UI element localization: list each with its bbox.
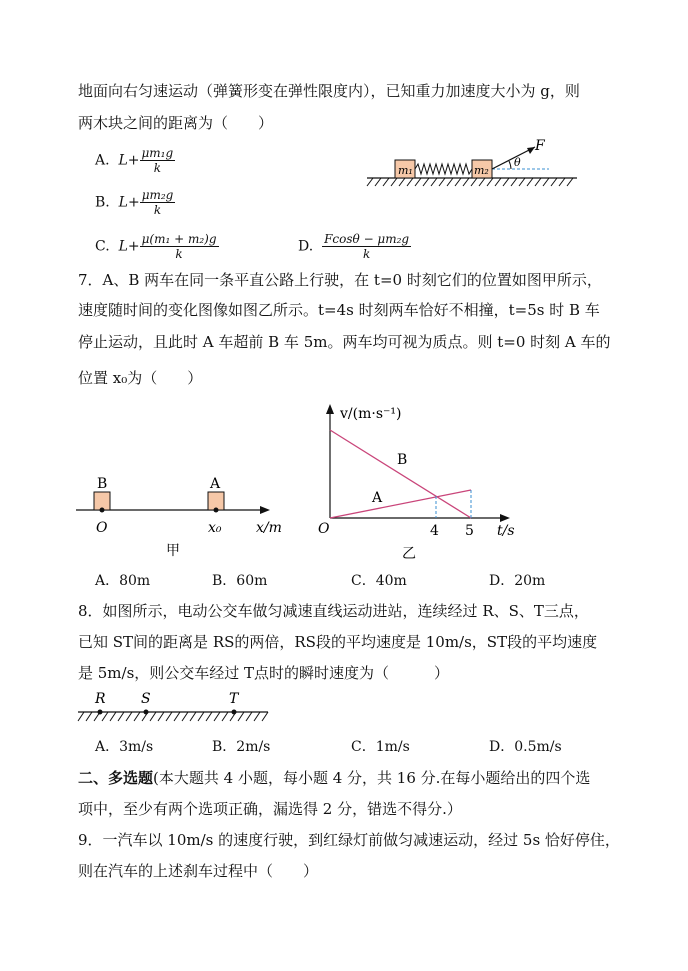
y-axis-label: v/(m·s⁻¹) (340, 406, 402, 422)
section2-desc1: (本大题共 4 小题，每小题 4 分，共 16 分.在每小题给出的四个选 (153, 769, 591, 787)
q7-line3: 停止运动，且此时 A 车超前 B 车 5m。两车均可视为质点。则 t=0 时刻 A 车的 (78, 333, 611, 351)
force-label: F (535, 138, 545, 154)
q6-figure (365, 138, 585, 188)
caption-yi: 乙 (402, 546, 416, 562)
caption-jia: 甲 (166, 543, 180, 559)
q9-line1: 9．一汽车以 10m/s 的速度行驶，到红绿灯前做匀减速运动，经过 5s 恰好停住， (78, 831, 620, 849)
graph-origin: O (318, 521, 330, 537)
car-b-label: B (97, 476, 108, 492)
section2-header (78, 768, 590, 788)
q7-line2: 速度随时间的变化图像如图乙所示。t=4s 时刻两车恰好不相撞，t=5s 时 B 车 (78, 301, 600, 319)
q8-option-d: D．0.5m/s (489, 739, 562, 755)
q8-option-a: A．3m/s (95, 739, 154, 755)
t-axis-label: t/s (497, 523, 515, 539)
q6-option-c: C. L+ $\frac{\text{μ(m₁ + m₂)g}}{k}$ (95, 232, 217, 261)
q6-option-d: D. $\frac{\text{Fcosθ − μm₂g}}{k}$ (298, 232, 410, 261)
line-b (330, 430, 471, 518)
point-r (98, 710, 103, 715)
origin-label: O (96, 520, 108, 536)
tick-5: 5 (465, 523, 474, 539)
block-m1-label: m₁ (398, 164, 413, 177)
car-b (94, 492, 110, 510)
series-b-label: B (397, 452, 408, 468)
q7-option-a: A．80m (95, 573, 151, 589)
q7-option-b: B．60m (212, 573, 268, 589)
q8-option-b: B．2m/s (212, 739, 271, 755)
x0-label: x₀ (208, 520, 222, 536)
q9-line2: 则在汽车的上述刹车过程中（ ） (78, 862, 319, 880)
q6-stem-line2: 两木块之间的距离为（ ） (78, 114, 274, 132)
car-a (208, 492, 224, 510)
q7-option-c: C．40m (351, 573, 407, 589)
q6-option-a: A. L+ $\frac{\text{μm₁g}}{k}$ (95, 146, 174, 175)
car-a-label: A (210, 476, 221, 492)
q7-option-d: D．20m (489, 573, 546, 589)
point-t-label: T (229, 691, 239, 707)
section2-desc2: 项中，至少有两个选项正确，漏选得 2 分，错选不得分.） (78, 800, 462, 818)
q6-option-b: B. L+ $\frac{\text{μm₂g}}{k}$ (95, 188, 174, 217)
point-r-label: R (95, 691, 106, 707)
spring (415, 164, 472, 174)
axis-label: x/m (256, 520, 282, 536)
point-s (144, 710, 149, 715)
block-m2-label: m₂ (474, 164, 489, 177)
q7-line1: 7．A、B 两车在同一条平直公路上行驶，在 t=0 时刻它们的位置如图甲所示， (78, 271, 602, 289)
point-t (232, 710, 237, 715)
q8-option-c: C．1m/s (351, 739, 410, 755)
line-a (330, 490, 471, 518)
section2-title: 二、多选题 (78, 769, 154, 787)
q7-line4: 位置 x₀为（ ） (78, 369, 203, 387)
q7-figure-yi (310, 398, 530, 563)
q8-line1: 8．如图所示，电动公交车做匀减速直线运动进站，连续经过 R、S、T三点， (78, 602, 589, 620)
series-a-label: A (372, 490, 383, 506)
q8-line2: 已知 ST间的距离是 RS的两倍，RS段的平均速度是 10m/s，ST段的平均速度 (78, 633, 598, 651)
q6-stem-line1: 地面向右匀速运动（弹簧形变在弹性限度内），已知重力加速度大小为 g，则 (78, 82, 580, 100)
q8-figure (74, 688, 274, 728)
q8-line3: 是 5m/s，则公交车经过 T点时的瞬时速度为（ ） (78, 664, 450, 682)
tick-4: 4 (430, 523, 439, 539)
q7-figure-jia (70, 470, 300, 565)
angle-label: θ (514, 156, 521, 169)
point-s-label: S (141, 691, 151, 707)
